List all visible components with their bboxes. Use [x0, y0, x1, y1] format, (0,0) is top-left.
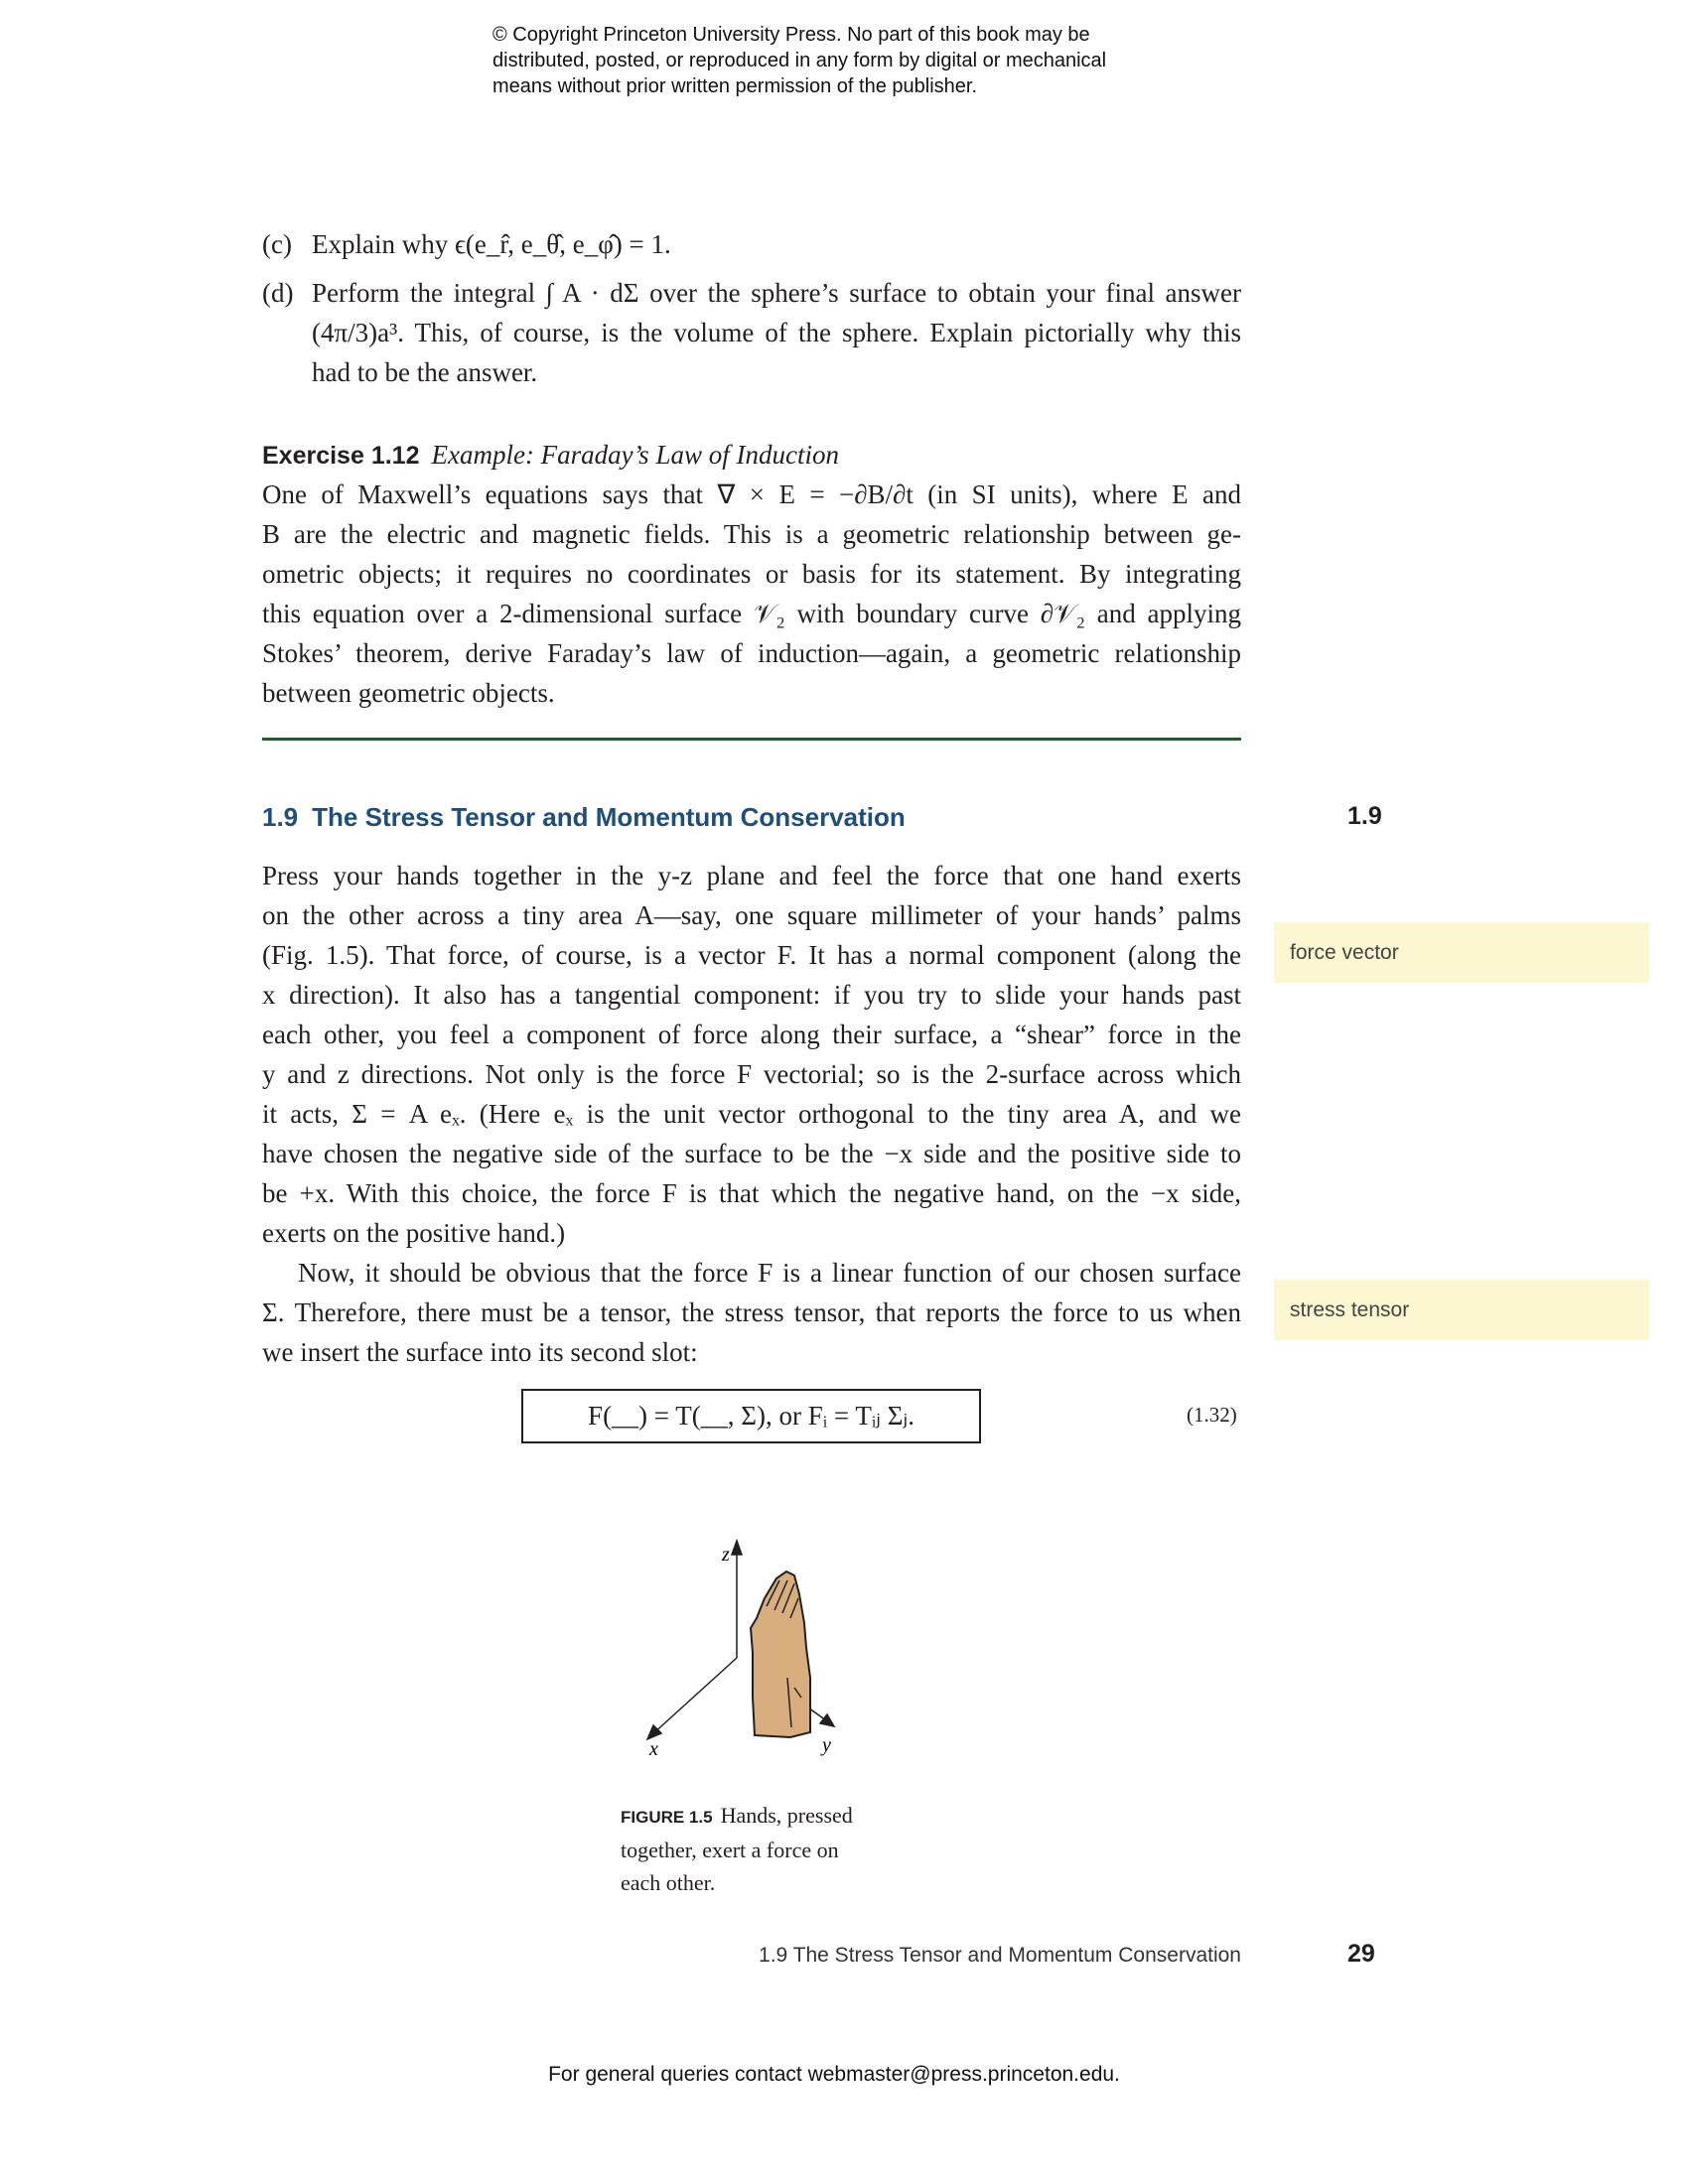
- item-d-text: Perform the integral ∫ A · dΣ over the sphere’s surface to obtain your final answer: [312, 278, 1241, 308]
- copyright-notice: [492, 22, 1106, 99]
- axis-x-label: x: [649, 1738, 658, 1757]
- paragraph-line: x direction). It also has a tangential component: if you try to slide your hands past: [262, 980, 1241, 1010]
- paragraph-line: on the other across a tiny area A—say, one square millimeter of your hands’ palms: [262, 900, 1241, 930]
- item-d-text: (4π/3)a³. This, of course, is the volume of the sphere. Explain pictorially why this: [312, 318, 1241, 347]
- exercise-text: B are the electric and magnetic fields. This is a geometric relationship between ge-: [262, 519, 1241, 549]
- paragraph-line: Now, it should be obvious that the force F is a linear function of our chosen surface: [298, 1258, 1241, 1288]
- paragraph-line: each other, you feel a component of force along their surface, a “shear” force in the: [262, 1020, 1241, 1049]
- item-d-label: (d): [262, 278, 294, 308]
- exercise-number: Exercise 1.12: [262, 442, 420, 470]
- exercise-text: ometric objects; it requires no coordinates or basis for its statement. By integrating: [262, 559, 1241, 589]
- paragraph-line: have chosen the negative side of the surface to be the −x side and the positive side to: [262, 1139, 1241, 1168]
- paragraph-line: be +x. With this choice, the force F is that which the negative hand, on the −x side,: [262, 1178, 1241, 1208]
- footer-contact: For general queries contact webmaster@press.princeton.edu.: [548, 2063, 1120, 2086]
- caption-line: each other.: [621, 1870, 716, 1895]
- paragraph-line: Press your hands together in the y-z plane and feel the force that one hand exerts: [262, 861, 1241, 890]
- section-divider: [262, 738, 1241, 741]
- copyright-line: © Copyright Princeton University Press. No part of this book may be: [492, 24, 1090, 46]
- figure-label: FIGURE 1.5: [621, 1808, 713, 1827]
- paragraph-line: we insert the surface into its second slot:: [262, 1337, 698, 1367]
- exercise-title: Example: Faraday’s Law of Induction: [431, 440, 839, 470]
- section-number: 1.9: [262, 802, 299, 832]
- running-head: 1.9 The Stress Tensor and Momentum Conservation: [759, 1944, 1241, 1967]
- figure-caption: [621, 1799, 853, 1899]
- page-number: 29: [1347, 1940, 1375, 1968]
- margin-note-stress-tensor: stress tensor: [1274, 1280, 1649, 1340]
- exercise-text: One of Maxwell’s equations says that ∇ × E = −∂B/∂t (in SI units), where E and: [262, 479, 1241, 509]
- section-heading: [262, 802, 906, 833]
- item-c-text: Explain why ϵ(e_r̂, e_θ̂, e_φ̂) = 1.: [312, 229, 671, 259]
- margin-section-number: 1.9: [1347, 802, 1382, 830]
- y-arrow-icon: [820, 1714, 834, 1726]
- item-d-text: had to be the answer.: [312, 357, 538, 387]
- item-c-label: (c): [262, 229, 292, 259]
- exercise-heading: [262, 435, 839, 476]
- paragraph-line: it acts, Σ = A eₓ. (Here eₓ is the unit vector orthogonal to the tiny area A, and we: [262, 1099, 1241, 1129]
- paragraph-line: Σ. Therefore, there must be a tensor, the stress tensor, that reports the force to us when: [262, 1297, 1241, 1327]
- z-arrow-icon: [732, 1541, 742, 1555]
- copyright-line: means without prior written permission of the publisher.: [492, 75, 978, 97]
- copyright-line: distributed, posted, or reproduced in any form by digital or mechanical: [492, 50, 1107, 71]
- equation-box: F(__) = T(__, Σ), or Fᵢ = Tᵢⱼ Σⱼ.: [521, 1389, 981, 1443]
- caption-line: together, exert a force on: [621, 1838, 839, 1862]
- exercise-text: between geometric objects.: [262, 678, 555, 708]
- equation-number: (1.32): [1187, 1403, 1237, 1427]
- axis-z-label: z: [722, 1544, 730, 1566]
- caption-line: Hands, pressed: [720, 1803, 853, 1828]
- paragraph-line: (Fig. 1.5). That force, of course, is a vector F. It has a normal component (along the: [262, 940, 1241, 970]
- paragraph-line: y and z directions. Not only is the force F vectorial; so is the 2-surface across which: [262, 1059, 1241, 1089]
- exercise-text: Stokes’ theorem, derive Faraday’s law of induction—again, a geometric relationship: [262, 638, 1241, 668]
- section-title: The Stress Tensor and Momentum Conservation: [312, 802, 906, 832]
- paragraph-line: exerts on the positive hand.): [262, 1218, 566, 1248]
- figure-hands: [596, 1529, 854, 1757]
- margin-note-force-vector: force vector: [1274, 922, 1649, 983]
- axis-y-label: y: [822, 1734, 831, 1756]
- exercise-text: this equation over a 2-dimensional surface 𝒱₂ with boundary curve ∂𝒱₂ and applying: [262, 599, 1241, 628]
